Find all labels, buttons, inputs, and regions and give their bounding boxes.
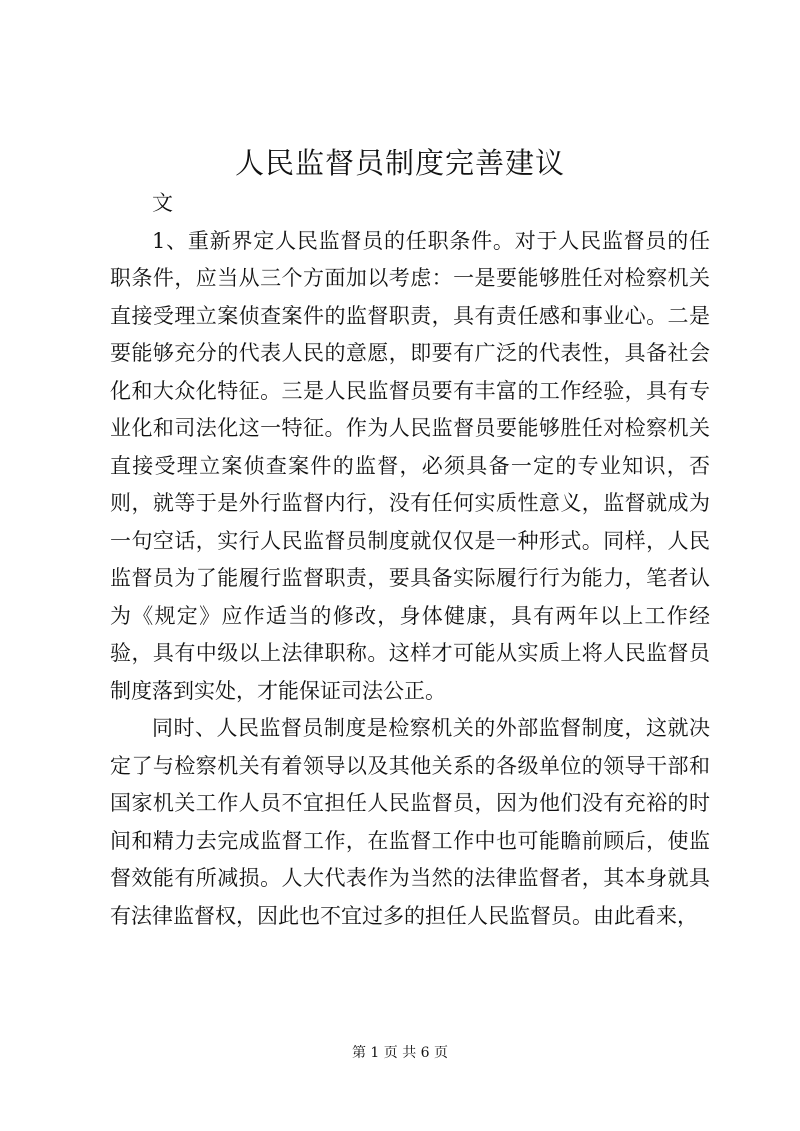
page-footer: 第 1 页 共 6 页 — [351, 1045, 449, 1061]
document-title: 人民监督员制度完善建议 — [234, 146, 565, 180]
paragraph-1: 1、重新界定人民监督员的任职条件。对于人民监督员的任职条件，应当从三个方面加以考虑：一是要能够胜任对检察机关直接受理立案侦查案件的监督职责，具有责任感和事业心。二是要能够充分的代表人民的意愿，即要有广泛的代表性，具备社会化和大众化特征。三是人民监督员要有丰富的工作经验，具有专业化和司法化这一特征。作为人民监督员要能够胜任对检察机关直接受理立案侦查案件的监督，必须具备一定的专业知识，否则，就等于是外行监督内行，没有任何实质性意义，监督就成为一句空话，实行人民监督员制度就仅仅是一种形式。同样，人民监督员为了能履行监督职责，要具备实际履行行为能力，笔者认为《规定》应作适当的修改，身体健康，具有两年以上工作经验，具有中级以上法律职称。这样才可能从实质上将人民监督员制度落到实处，才能保证司法公正。 — [110, 228, 710, 703]
paragraph-author: 文 — [152, 191, 173, 215]
document-body — [110, 185, 710, 935]
paragraph-2: 同时、人民监督员制度是检察机关的外部监督制度，这就决定了与检察机关有着领导以及其他关系的各级单位的领导干部和国家机关工作人员不宜担任人民监督员，因为他们没有充裕的时间和精力去完成监督工作，在监督工作中也可能瞻前顾后，使监督效能有所减损。人大代表作为当然的法律监督者，其本身就具有法律监督权，因此也不宜过多的担任人民监督员。由此看来， — [110, 716, 710, 928]
